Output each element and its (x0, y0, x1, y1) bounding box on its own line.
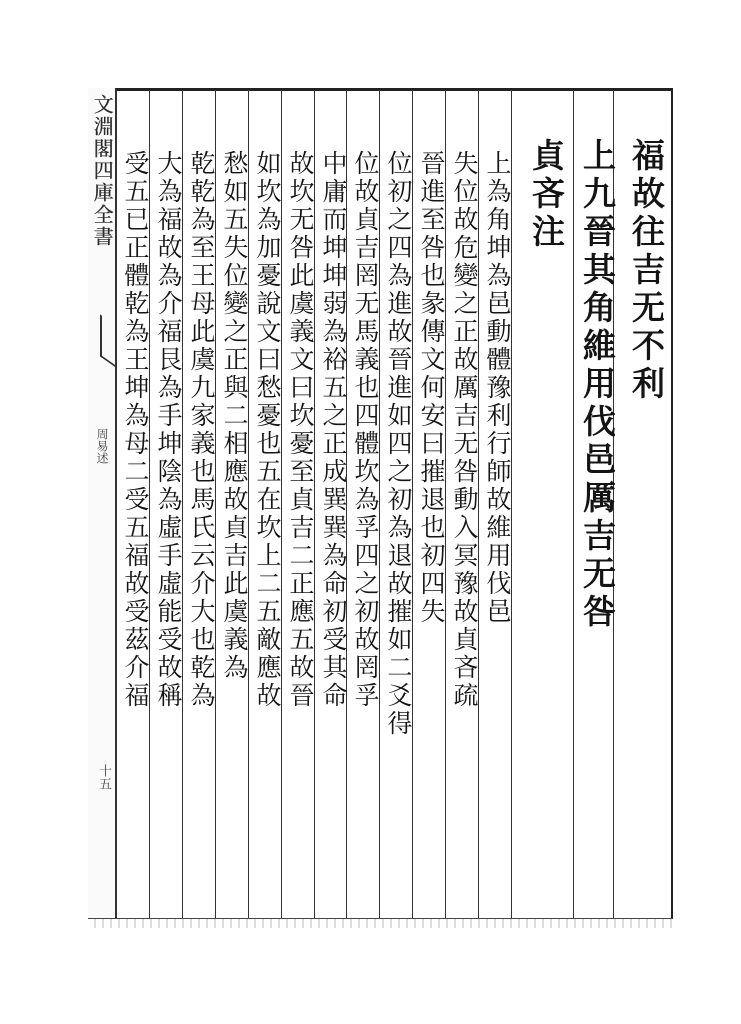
text-column (478, 90, 511, 924)
commentary-text: 如坎為加憂說文曰愁憂也五在坎上二五敵應故 (253, 150, 282, 710)
banxin-margin (88, 88, 116, 926)
commentary-text: 愁如五失位變之正與二相應故貞吉此虞義為 (220, 150, 249, 682)
main-text: 上九晉其角維用伐邑厲吉无咎 (578, 138, 617, 632)
commentary-text: 位故貞吉罔无馬義也四體坎為孚四之初故罔孚 (351, 150, 380, 710)
main-text: 福故往吉无不利 (627, 138, 666, 404)
banxin-book-title: 周易述 (95, 428, 109, 464)
text-column (281, 90, 314, 924)
text-column (248, 90, 281, 924)
text-column (346, 90, 379, 924)
commentary-text: 失位故危變之正故厲吉无咎動入冥豫故貞吝疏 (450, 150, 479, 710)
text-column (379, 90, 412, 924)
bottom-border (88, 918, 673, 928)
text-column (149, 90, 182, 924)
banxin-page-number: 十五 (96, 764, 111, 790)
text-column (182, 90, 215, 924)
commentary-text: 上為角坤為邑動體豫利行師故維用伐邑 (483, 150, 512, 626)
text-column (445, 90, 478, 924)
text-column (314, 90, 347, 924)
banxin-title: 文淵閣四庫全書 (90, 94, 114, 248)
text-column (573, 90, 617, 924)
text-column (215, 90, 248, 924)
commentary-text: 受五已正體乾為王坤為母二受五福故受茲介福 (121, 150, 150, 710)
text-column (613, 90, 671, 924)
commentary-text: 故坎无咎此虞義文曰坎憂至貞吉二正應五故晉 (286, 150, 315, 710)
commentary-text: 位初之四為進故晉進如四之初為退故摧如二爻得 (384, 150, 413, 738)
commentary-text: 乾乾為至王母此虞九家義也馬氏云介大也乾為 (187, 150, 216, 710)
commentary-text: 中庸而坤坤弱為裕五之正成巽巽為命初受其命 (319, 150, 348, 710)
commentary-text: 大為福故為介福艮為手坤陰為虛手虛能受故稱 (154, 150, 183, 710)
main-text: 貞吝注 (527, 138, 566, 252)
text-column (511, 90, 573, 924)
text-column (116, 90, 149, 924)
text-column (412, 90, 445, 924)
commentary-text: 晉進至咎也彖傳文何安曰摧退也初四失 (417, 150, 446, 626)
